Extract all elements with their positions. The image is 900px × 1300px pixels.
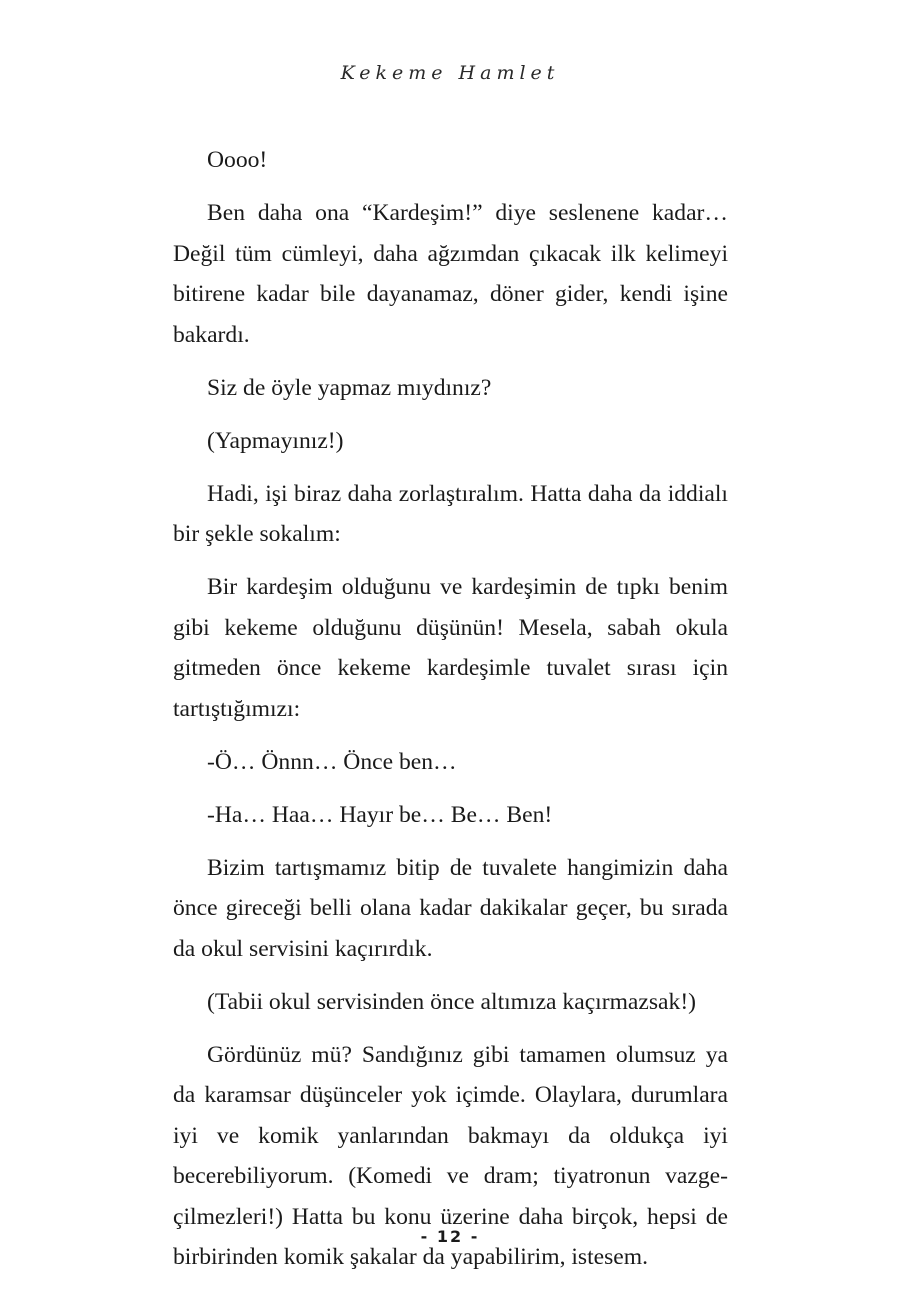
paragraph: (Yapmayınız!) [207,427,344,454]
paragraph: Ben daha ona “Kardeşim!” diye seslenene kadar… Değil tüm cümleyi, daha ağzımdan çıkacak ilk kelimeyi bitirene kadar bile dayanamaz, döner gider, kendi işine bakardı. [173,200,728,348]
paragraph: Siz de öyle yapmaz mıydınız? [207,374,492,401]
paragraph: Hadi, işi biraz daha zorlaştıralım. Hatta daha da iddialı bir şekle sokalım: [173,480,728,547]
dialogue-line: -Ha… Haa… Hayır be… Be… Ben! [207,801,553,828]
dialogue-line: -Ö… Önnn… Önce ben… [207,748,457,775]
paragraph: Bizim tartışmamız bitip de tuvalete hangimizin daha önce gireceği belli olana kadar dakikalar geçer, bu sırada da okul servisini kaçırırdık. [173,854,728,962]
body-text [173,140,728,1290]
running-header: Kekeme Hamlet [340,62,560,84]
paragraph: Bir kardeşim olduğunu ve kardeşimin de tıpkı benim gibi kekeme olduğunu düşünün! Mesela, sabah okula gitmeden önce kekeme kardeşimle tuvalet sırası için tartıştığımızı: [173,574,728,722]
paragraph: (Tabii okul servisinden önce altımıza kaçırmazsak!) [207,988,697,1015]
paragraph: Oooo! [207,147,268,173]
paragraph: Gördünüz mü? Sandığınız gibi tamamen olumsuz ya da karamsar düşünceler yok içimde. Olaylara, durumlara iyi ve komik yanlarından bakmayı da oldukça iyi becerebiliyorum. (Komedi ve dram; tiyatronun vazgeçilmezleri!) Hatta bu konu üzerine daha birçok, hepsi de birbirinden komik şakalar da yapabilirim, istesem. [173,1041,728,1270]
page-number: - 12 - [420,1227,480,1246]
